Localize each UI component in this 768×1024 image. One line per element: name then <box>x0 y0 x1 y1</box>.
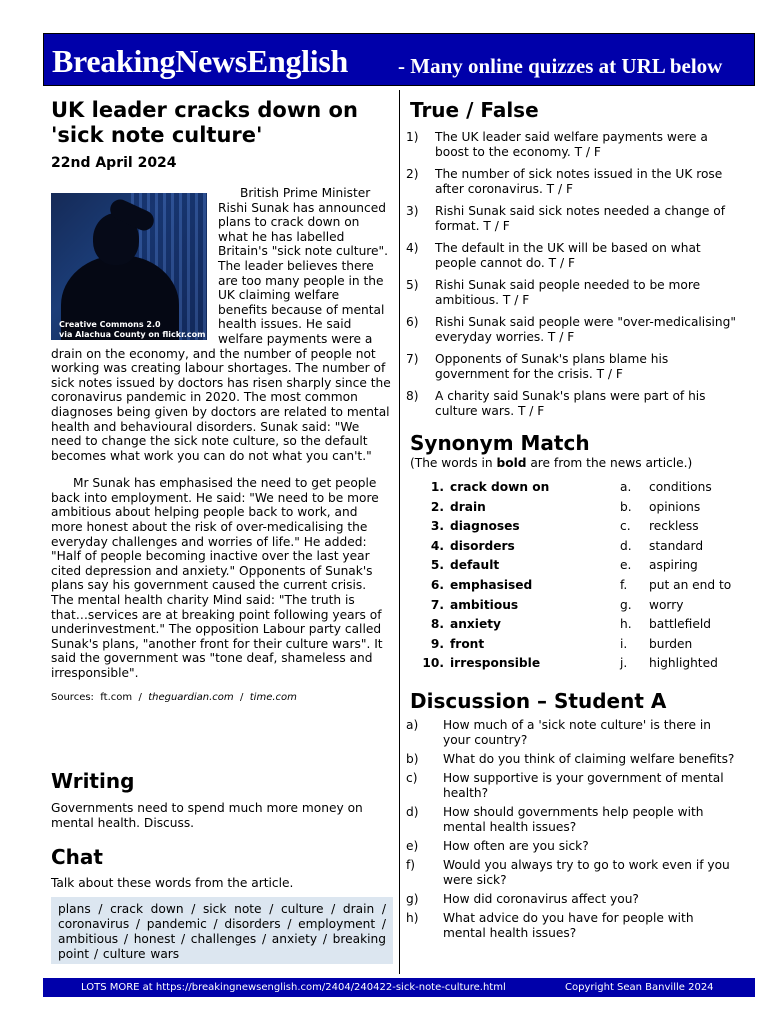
list-item: 6) Rishi Sunak said people were "over-medicalising" everyday worries. T / F <box>406 315 736 344</box>
synonym-table <box>418 478 748 674</box>
list-item: g) How did coronavirus affect you? <box>406 892 639 906</box>
article-paragraph-1: British Prime Minister Rishi Sunak has announced plans to crack down on what he has labelled Britain's "sick note culture". The leader believes there are too many people in the UK claiming welfare benefits because of mental health issues. He said welfare payments were a drain on the economy, and the number of people not working was creating labour shortages. The number of sick notes issued by doctors has risen sharply since the coronavirus pandemic in 2020. The most common diagnoses being given by doctors are related to mental health and behavioural disorders. Sunak said: "We need to change the sick note culture, so the default becomes what work you can do not what you can't." <box>51 186 391 463</box>
column-divider <box>399 90 400 974</box>
banner <box>43 33 755 86</box>
discussion-list <box>406 718 736 945</box>
list-item: 7) Opponents of Sunak's plans blame his government for the crisis. T / F <box>406 352 669 381</box>
writing-heading: Writing <box>51 769 135 793</box>
synonym-note: (The words in bold are from the news article.) <box>410 456 693 470</box>
chat-heading: Chat <box>51 845 103 869</box>
list-item: b) What do you think of claiming welfare benefits? <box>406 752 735 766</box>
table-row: 7. ambitious g. worry <box>430 597 684 612</box>
table-row: 6. emphasised f. put an end to <box>430 577 732 592</box>
left-column <box>51 98 391 961</box>
table-row: 4. disorders d. standard <box>430 538 704 553</box>
table-row: 9. front i. burden <box>430 636 693 651</box>
list-item: 5) Rishi Sunak said people needed to be more ambitious. T / F <box>406 278 701 307</box>
list-item: 8) A charity said Sunak's plans were part of his culture wars. T / F <box>406 389 706 418</box>
table-row: 5. default e. aspiring <box>430 558 698 573</box>
article-title-line2: 'sick note culture' <box>51 123 263 147</box>
article-title <box>51 98 391 148</box>
site-brand: BreakingNewsEnglish <box>52 43 349 79</box>
list-item: 2) The number of sick notes issued in the UK rose after coronavirus. T / F <box>406 167 723 196</box>
source-link[interactable]: time.com <box>249 691 297 703</box>
synonym-heading: Synonym Match <box>410 431 590 455</box>
list-item: h) What advice do you have for people with mental health issues? <box>406 911 694 940</box>
banner-tagline: - Many online quizzes at URL below <box>398 54 723 78</box>
photo-credit: Creative Commons 2.0 via Alachua County on flickr.com <box>59 320 206 339</box>
table-row: 2. drain b. opinions <box>430 499 701 514</box>
true-false-list <box>406 130 736 426</box>
footer-url-link[interactable]: LOTS MORE at https://breakingnewsenglish.com/2404/240422-sick-note-culture.html <box>81 982 506 993</box>
footer <box>43 978 755 997</box>
discussion-heading: Discussion – Student A <box>410 689 667 713</box>
article-paragraph-2: Mr Sunak has emphasised the need to get people back into employment. He said: "We need to be more ambitious about helping people back to work, and more honest about the risk of over-medicalising the everyday challenges and worries of life." He added: "Half of people becoming inactive over the last year cited depression and anxiety." Opponents of Sunak's plans say his government caused the current crisis. The mental health charity Mind said: "The truth is that…services are at breaking point following years of underinvestment." The opposition Labour party called Sunak's plans, "another front for their culture wars". It said the government was "tone deaf, shameless and irresponsible". <box>51 476 383 680</box>
list-item: 4) The default in the UK will be based on what people cannot do. T / F <box>406 241 701 270</box>
list-item: 1) The UK leader said welfare payments were a boost to the economy. T / F <box>406 130 708 159</box>
table-row: 3. diagnoses c. reckless <box>430 519 699 534</box>
list-item: c) How supportive is your government of mental health? <box>406 771 724 800</box>
chat-intro: Talk about these words from the article. <box>51 876 294 890</box>
footer-copyright: Copyright Sean Banville 2024 <box>565 982 714 993</box>
chat-word-box: plans / crack down / sick note / culture / drain / coronavirus / pandemic / disorders / employment / ambitious / honest / challenges / anxiety / breaking point / culture wars <box>51 897 393 964</box>
article-body <box>51 186 391 704</box>
source-link[interactable]: theguardian.com <box>148 691 234 703</box>
list-item: e) How often are you sick? <box>406 839 589 853</box>
list-item: f) Would you always try to go to work even if you were sick? <box>406 858 730 887</box>
true-false-heading: True / False <box>410 98 539 122</box>
table-row: 10. irresponsible j. highlighted <box>422 656 718 671</box>
list-item: a) How much of a 'sick note culture' is there in your country? <box>406 718 711 747</box>
list-item: d) How should governments help people with mental health issues? <box>406 805 704 834</box>
table-row: 8. anxiety h. battlefield <box>430 617 711 632</box>
source-link[interactable]: ft.com <box>100 691 133 703</box>
writing-prompt: Governments need to spend much more money on mental health. Discuss. <box>51 801 363 830</box>
list-item: 3) Rishi Sunak said sick notes needed a change of format. T / F <box>406 204 726 233</box>
table-row: 1. crack down on a. conditions <box>430 480 712 494</box>
article-title-line1: UK leader cracks down on <box>51 98 358 122</box>
article-date: 22nd April 2024 <box>51 155 177 171</box>
sources-line: Sources: ft.com / theguardian.com / time.com <box>51 691 297 703</box>
